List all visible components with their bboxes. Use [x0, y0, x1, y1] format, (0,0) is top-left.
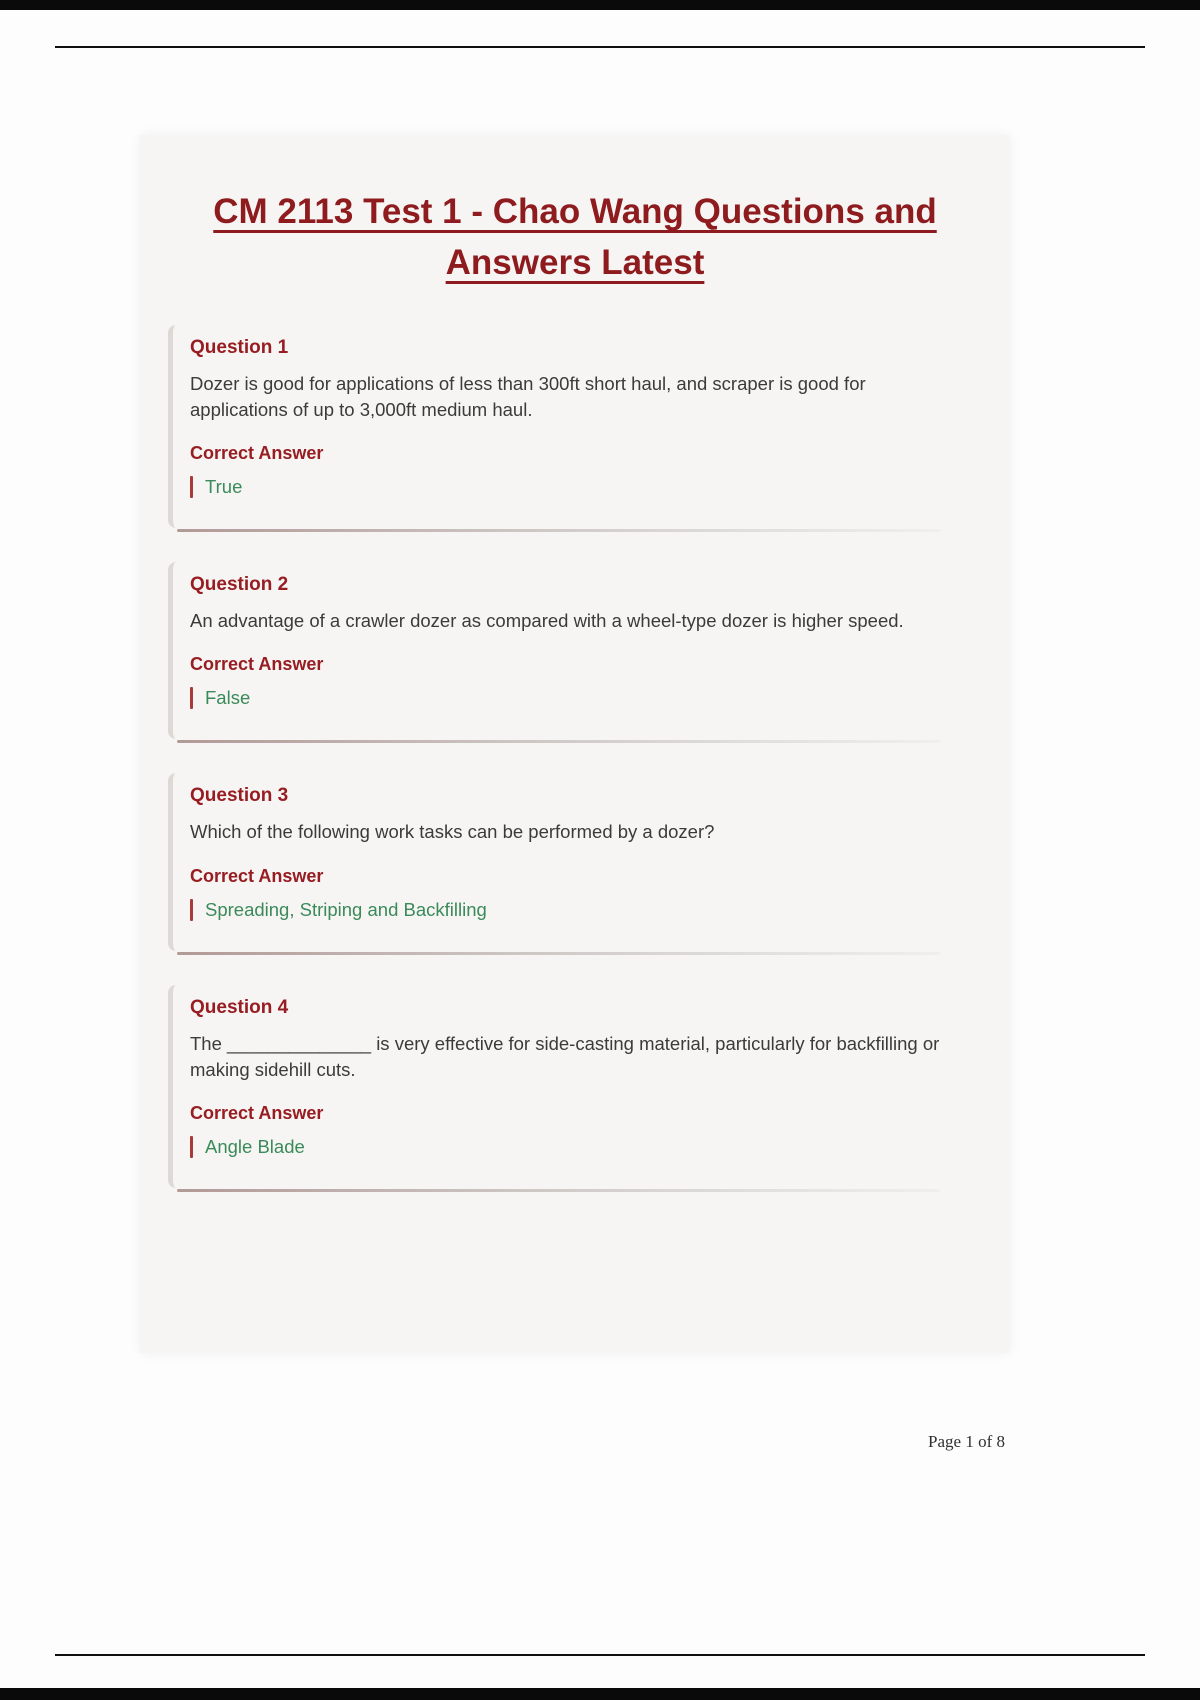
top-black-bar: [0, 0, 1200, 10]
answer-row: [190, 1136, 940, 1158]
correct-answer-label: Correct Answer: [190, 443, 324, 464]
answer-row: [190, 899, 940, 921]
correct-answer-label: Correct Answer: [190, 654, 324, 675]
question-label: Question 2: [190, 574, 289, 596]
answer-text: True: [205, 476, 243, 498]
question-card-1: [168, 325, 940, 529]
answer-text: Spreading, Striping and Backfilling: [205, 898, 487, 920]
question-text: The ______________ is very effective for side-casting material, particularly for backfilling or making sidehill cuts.: [190, 1032, 940, 1080]
answer-row: [190, 687, 940, 709]
question-card-2: [168, 562, 940, 739]
question-card-4: [168, 985, 940, 1189]
question-text: Which of the following work tasks can be performed by a dozer?: [190, 821, 715, 843]
question-text: An advantage of a crawler dozer as compared with a wheel-type dozer is higher speed.: [190, 610, 904, 632]
question-label: Question 4: [190, 996, 289, 1018]
answer-marker-bar: [190, 687, 193, 709]
top-rule-line: [55, 46, 1145, 48]
correct-answer-label: Correct Answer: [190, 865, 324, 886]
answer-text: False: [205, 687, 251, 709]
answer-marker-bar: [190, 476, 193, 498]
document-title: CM 2113 Test 1 - Chao Wang Questions and Answers Latest: [213, 192, 937, 282]
document-panel: [140, 135, 1010, 1353]
question-card-3: [168, 773, 940, 950]
answer-marker-bar: [190, 1136, 193, 1158]
question-label: Question 1: [190, 336, 289, 358]
answer-row: [190, 476, 940, 498]
answer-text: Angle Blade: [205, 1136, 305, 1158]
answer-marker-bar: [190, 899, 193, 921]
question-label: Question 3: [190, 785, 289, 807]
bottom-black-bar: [0, 1688, 1200, 1700]
question-text: Dozer is good for applications of less than 300ft short haul, and scraper is good for applications of up to 3,000ft medium haul.: [190, 372, 866, 420]
bottom-rule-line: [55, 1654, 1145, 1656]
correct-answer-label: Correct Answer: [190, 1103, 324, 1124]
page-number: Page 1 of 8: [928, 1432, 1005, 1451]
